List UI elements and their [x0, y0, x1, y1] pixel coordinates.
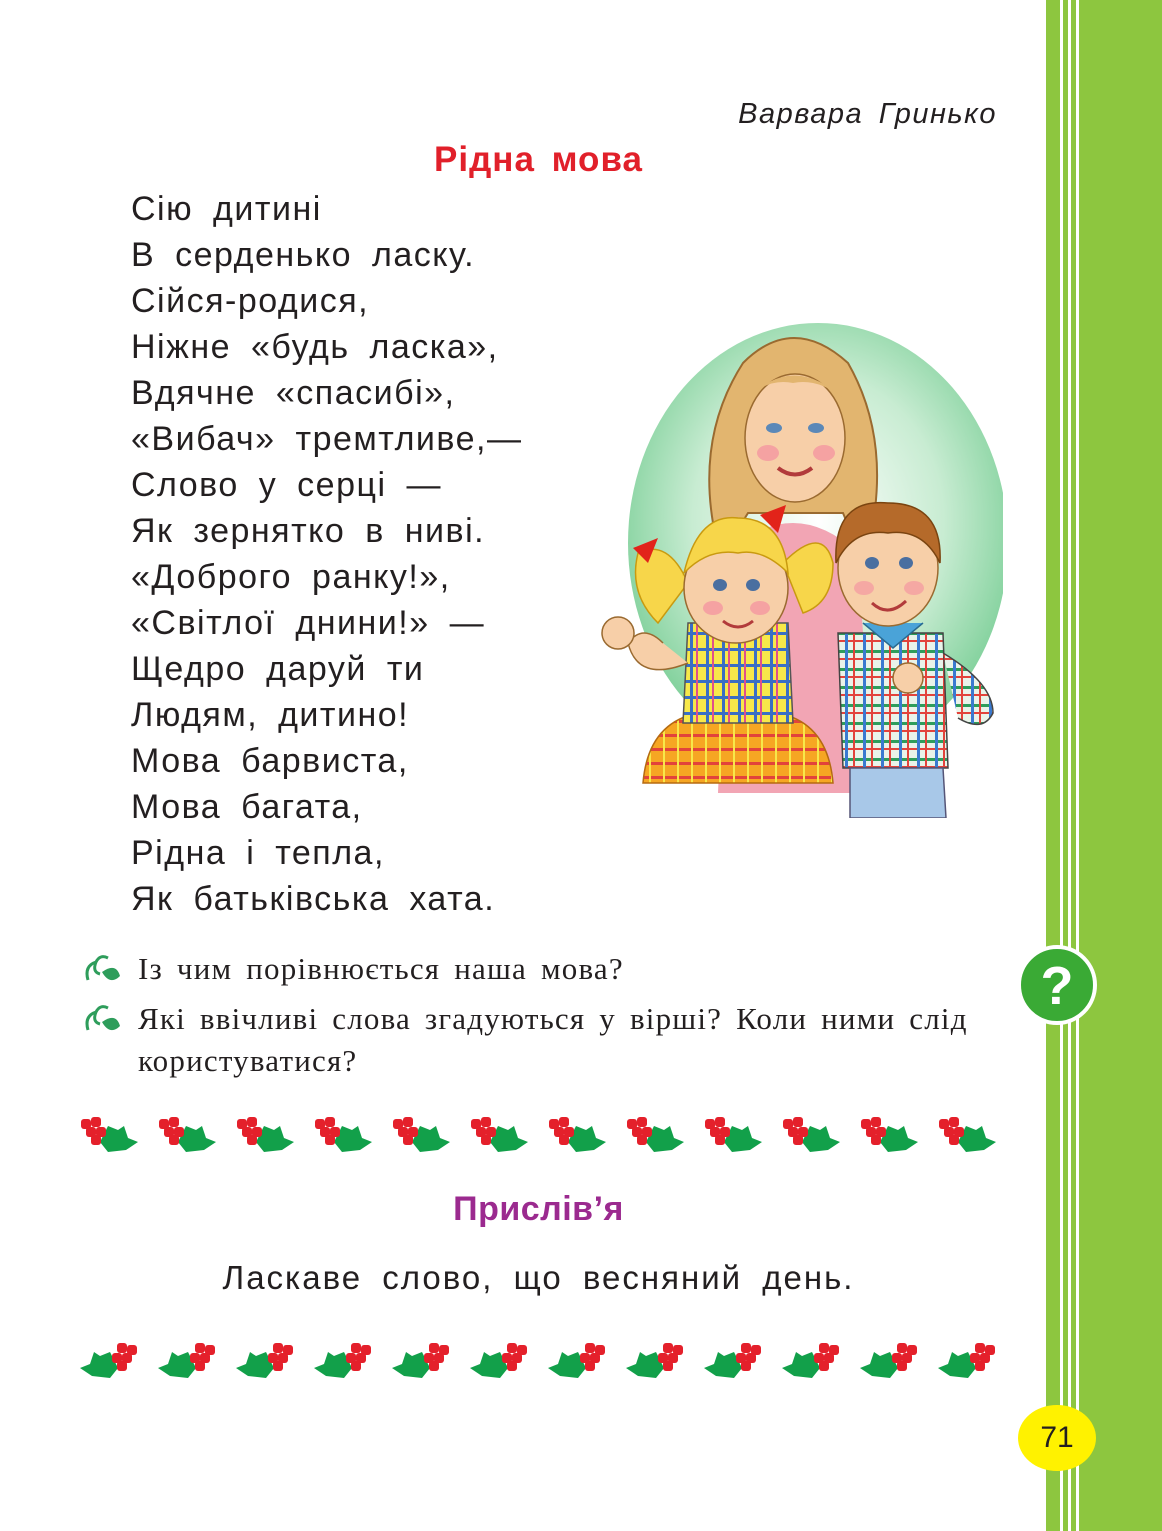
poem-line: Мова барвиста,: [131, 742, 409, 780]
berries-leaf-icon: [315, 1117, 372, 1152]
poem-line: Вдячне «спасибі»,: [131, 374, 456, 412]
questions-section: [82, 948, 1002, 1090]
poem-line: Як батьківська хата.: [131, 880, 496, 918]
question-text: Які ввічливі слова згадуються у вірші? Коли ними слід користуватися?: [138, 1001, 968, 1078]
poem-line: Сію дитині: [131, 190, 322, 228]
poem-line: «Світлої днини!» —: [131, 604, 486, 642]
poem-line: Людям, дитино!: [131, 696, 410, 734]
berries-leaf-icon: [392, 1343, 449, 1378]
green-side-band: [1046, 0, 1162, 1531]
mother-children-illustration: [588, 323, 1003, 818]
berries-leaf-icon: [938, 1343, 995, 1378]
berries-leaf-icon: [860, 1343, 917, 1378]
berries-leaf-icon: [783, 1117, 840, 1152]
poem-line: «Вибач» тремтливе,—: [131, 420, 523, 458]
poem-author: Варвара Гринько: [738, 98, 997, 130]
berries-leaf-icon: [705, 1117, 762, 1152]
vine-leaf-icon: [82, 952, 122, 988]
ornament-border-bottom: [78, 1338, 1002, 1382]
berries-leaf-icon: [314, 1343, 371, 1378]
poem-line: Мова багата,: [131, 788, 363, 826]
berries-leaf-icon: [861, 1117, 918, 1152]
poem-title-text: Рідна мова: [434, 140, 643, 179]
poem-body: [131, 186, 522, 922]
poem-line: Слово у серці —: [131, 466, 442, 504]
poem-line: Щедро даруй ти: [131, 650, 425, 688]
proverb-heading-text: Прислів’я: [453, 1190, 624, 1228]
berries-leaf-icon: [471, 1117, 528, 1152]
berries-leaf-icon: [704, 1343, 761, 1378]
berries-leaf-icon: [80, 1343, 137, 1378]
berries-leaf-icon: [236, 1343, 293, 1378]
berries-leaf-icon: [627, 1117, 684, 1152]
berries-leaf-icon: [158, 1343, 215, 1378]
berries-leaf-icon: [939, 1117, 996, 1152]
poem-line: «Доброго ранку!»,: [131, 558, 451, 596]
poem-title: [0, 140, 1162, 180]
proverb-line: Ласкаве слово, що весняний день.: [222, 1259, 855, 1296]
poem-line: Рідна і тепла,: [131, 834, 385, 872]
berries-leaf-icon: [237, 1117, 294, 1152]
question-text: Із чим порівнюється наша мова?: [138, 951, 624, 986]
berries-leaf-icon: [626, 1343, 683, 1378]
berries-leaf-icon: [470, 1343, 527, 1378]
question-item: [82, 948, 1002, 990]
proverb-text: [0, 1259, 1162, 1297]
poem-line: Сійся-родися,: [131, 282, 370, 320]
berries-leaf-icon: [782, 1343, 839, 1378]
ornament-border-top: [78, 1112, 1002, 1156]
berries-leaf-icon: [549, 1117, 606, 1152]
berries-leaf-icon: [159, 1117, 216, 1152]
berries-leaf-icon: [548, 1343, 605, 1378]
page-number: 71: [1018, 1405, 1096, 1471]
berries-leaf-icon: [393, 1117, 450, 1152]
poem-line: Ніжне «будь ласка»,: [131, 328, 499, 366]
berries-leaf-icon: [81, 1117, 138, 1152]
poem-line: Як зернятко в ниві.: [131, 512, 486, 550]
question-item: [82, 998, 1002, 1082]
vine-leaf-icon: [82, 1002, 122, 1038]
poem-line: В серденько ласку.: [131, 236, 476, 274]
proverb-heading: [0, 1190, 1162, 1229]
question-badge-text: ?: [1040, 956, 1074, 1016]
question-mark-icon: [1016, 944, 1098, 1026]
